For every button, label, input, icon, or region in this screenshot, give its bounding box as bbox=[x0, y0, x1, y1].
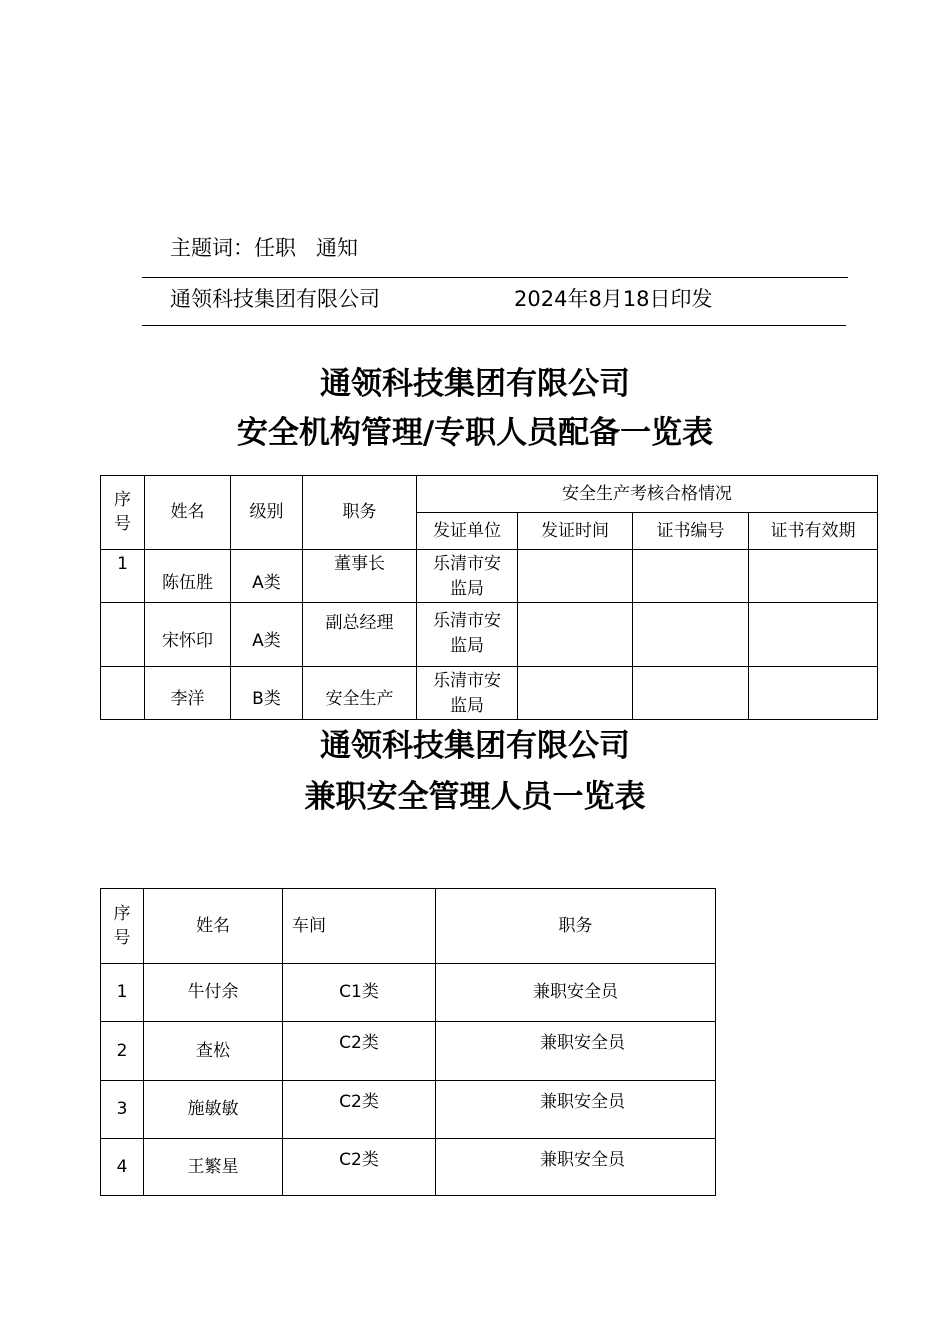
row-issue-time bbox=[518, 550, 633, 603]
row-name: 王繁星 bbox=[144, 1139, 283, 1196]
row-workshop: C1类 bbox=[283, 964, 436, 1022]
row-position: 副总经理 bbox=[303, 603, 417, 667]
row-issue-time bbox=[518, 667, 633, 720]
row-position: 兼职安全员 bbox=[436, 1022, 716, 1081]
header-position: 职务 bbox=[303, 476, 417, 550]
row-seq bbox=[101, 603, 145, 667]
row-cert-number bbox=[633, 667, 749, 720]
header-cert-validity: 证书有效期 bbox=[749, 513, 878, 550]
table-row bbox=[101, 1081, 716, 1139]
row-name: 李洋 bbox=[145, 667, 231, 720]
row-cert-validity bbox=[749, 667, 878, 720]
row-position: 董事长 bbox=[303, 550, 417, 603]
part-time-staff-table bbox=[100, 888, 716, 1196]
header-assessment-group: 安全生产考核合格情况 bbox=[417, 476, 878, 513]
header-workshop: 车间 bbox=[283, 889, 436, 964]
header-rule-bottom bbox=[142, 325, 846, 326]
table1-title-main: 安全机构管理/专职人员配备一览表 bbox=[236, 415, 714, 451]
row-workshop: C2类 bbox=[283, 1139, 436, 1196]
row-cert-number bbox=[633, 550, 749, 603]
row-workshop: C2类 bbox=[283, 1081, 436, 1139]
row-seq: 2 bbox=[101, 1022, 144, 1081]
table2-title-main: 兼职安全管理人员一览表 bbox=[304, 779, 646, 815]
issue-date: 2024年8月18日印发 bbox=[514, 287, 713, 311]
row-position: 兼职安全员 bbox=[436, 1139, 716, 1196]
row-workshop: C2类 bbox=[283, 1022, 436, 1081]
row-seq: 3 bbox=[101, 1081, 144, 1139]
subject-keywords: 主题词：任职 通知 bbox=[170, 236, 359, 260]
table2-title-company: 通领科技集团有限公司 bbox=[320, 728, 630, 764]
issuer-name: 通领科技集团有限公司 bbox=[170, 287, 380, 311]
header-seq: 序号 bbox=[101, 476, 145, 550]
row-issue-time bbox=[518, 603, 633, 667]
row-position: 兼职安全员 bbox=[436, 964, 716, 1022]
row-position: 兼职安全员 bbox=[436, 1081, 716, 1139]
header-name: 姓名 bbox=[145, 476, 231, 550]
table-row bbox=[101, 550, 878, 603]
row-name: 牛付余 bbox=[144, 964, 283, 1022]
row-seq: 1 bbox=[101, 550, 145, 603]
row-seq: 1 bbox=[101, 964, 144, 1022]
header-level: 级别 bbox=[231, 476, 303, 550]
row-cert-validity bbox=[749, 550, 878, 603]
row-name: 查松 bbox=[144, 1022, 283, 1081]
full-time-staff-table bbox=[100, 475, 878, 720]
row-name: 宋怀印 bbox=[145, 603, 231, 667]
table1-header-row bbox=[101, 476, 878, 513]
row-name: 施敏敏 bbox=[144, 1081, 283, 1139]
row-issuing-unit: 乐清市安监局 bbox=[417, 667, 518, 720]
row-level: A类 bbox=[231, 550, 303, 603]
row-cert-number bbox=[633, 603, 749, 667]
table-row bbox=[101, 1139, 716, 1196]
header-name: 姓名 bbox=[144, 889, 283, 964]
row-position: 安全生产 bbox=[303, 667, 417, 720]
table1-title-company: 通领科技集团有限公司 bbox=[320, 366, 630, 402]
row-seq: 4 bbox=[101, 1139, 144, 1196]
row-cert-validity bbox=[749, 603, 878, 667]
table-row bbox=[101, 603, 878, 667]
table-row bbox=[101, 1022, 716, 1081]
row-seq bbox=[101, 667, 145, 720]
header-seq: 序号 bbox=[101, 889, 144, 964]
row-name: 陈伍胜 bbox=[145, 550, 231, 603]
header-rule-top bbox=[142, 277, 848, 278]
header-issuing-unit: 发证单位 bbox=[417, 513, 518, 550]
header-cert-number: 证书编号 bbox=[633, 513, 749, 550]
header-position: 职务 bbox=[436, 889, 716, 964]
row-level: A类 bbox=[231, 603, 303, 667]
table-row bbox=[101, 964, 716, 1022]
table2-header-row bbox=[101, 889, 716, 964]
table-row bbox=[101, 667, 878, 720]
row-issuing-unit: 乐清市安监局 bbox=[417, 550, 518, 603]
header-issue-time: 发证时间 bbox=[518, 513, 633, 550]
row-level: B类 bbox=[231, 667, 303, 720]
row-issuing-unit: 乐清市安监局 bbox=[417, 603, 518, 667]
